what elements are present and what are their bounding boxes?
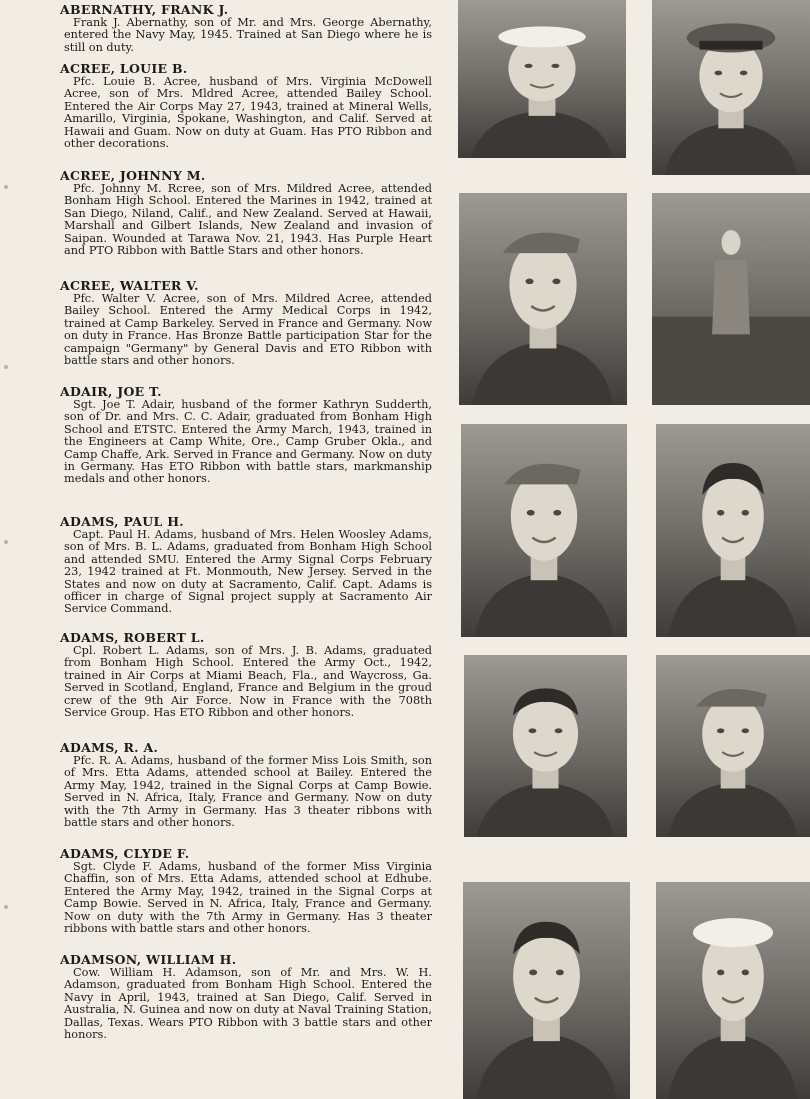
soldier-portrait bbox=[463, 882, 630, 1099]
cap-shape bbox=[693, 918, 773, 947]
eye-shape bbox=[717, 510, 724, 516]
entry-bio: Pfc. R. A. Adams, husband of the former Miss Lois Smith, son of Mrs. Etta Adams, attended school at Bailey. Entered the Army May, 1942, trained in the Signal Corps at Camp Bowie. Served in N. Africa, Italy, France and Germany. Now on duty with the 7th Army in Germany. Has 3 theater ribbons with battle stars and other honors. bbox=[64, 754, 432, 830]
portrait-silhouette bbox=[656, 882, 810, 1099]
entry-acree-johnny bbox=[60, 168, 432, 257]
eye-shape bbox=[527, 510, 535, 516]
officer-portrait bbox=[656, 424, 810, 637]
entry-adamson bbox=[60, 952, 432, 1041]
uniform-shape bbox=[471, 111, 612, 158]
binder-hole bbox=[4, 540, 8, 544]
uniform-shape bbox=[668, 782, 797, 837]
eye-shape bbox=[715, 71, 723, 76]
entry-name: ACREE, LOUIE B. bbox=[60, 61, 188, 76]
cap-shape bbox=[504, 464, 580, 485]
entry-adams-ra bbox=[60, 740, 432, 829]
binder-hole bbox=[4, 365, 8, 369]
officer-portrait bbox=[652, 0, 810, 175]
face-shape bbox=[511, 472, 577, 561]
uniform-shape bbox=[668, 1034, 797, 1099]
entry-name: ACREE, WALTER V. bbox=[60, 278, 199, 293]
cap-shape bbox=[696, 689, 767, 707]
portrait-silhouette bbox=[458, 0, 626, 158]
portrait-silhouette bbox=[656, 655, 810, 837]
entry-name: ABERNATHY, FRANK J. bbox=[60, 2, 229, 17]
entry-bio: Sgt. Clyde F. Adams, husband of the former Miss Virginia Chaffin, son of Mrs. Etta Adams, attended school at Edhube. Entered the Army May, 1942, trained in the Signal Corps at Camp Bowie. Served in N. Africa, Italy, France and Germany. Now on duty with the 7th Army in Germany. Has 3 theater ribbons with battle stars and other honors. bbox=[64, 860, 432, 936]
marine-portrait bbox=[459, 193, 627, 405]
entry-name: ADAMS, ROBERT L. bbox=[60, 630, 205, 645]
biography-column bbox=[60, 0, 440, 1099]
entry-name: ADAMS, R. A. bbox=[60, 740, 159, 755]
uniform-shape bbox=[665, 123, 798, 176]
entry-name: ADAIR, JOE T. bbox=[60, 384, 162, 399]
eye-shape bbox=[740, 71, 748, 76]
entry-acree-louie bbox=[60, 61, 432, 150]
entry-name: ADAMS, PAUL H. bbox=[60, 514, 184, 529]
portrait-silhouette bbox=[652, 0, 810, 175]
eye-shape bbox=[742, 728, 749, 733]
face-shape bbox=[509, 241, 576, 329]
face-shape bbox=[702, 696, 764, 772]
eye-shape bbox=[525, 64, 533, 68]
portrait-silhouette bbox=[461, 424, 627, 637]
entry-adams-robert bbox=[60, 630, 432, 719]
entry-adair bbox=[60, 384, 432, 486]
eye-shape bbox=[526, 279, 534, 285]
portrait-silhouette bbox=[463, 882, 630, 1099]
entry-name: ADAMS, CLYDE F. bbox=[60, 846, 190, 861]
binder-hole bbox=[4, 185, 8, 189]
eye-shape bbox=[742, 970, 749, 976]
entry-bio: Pfc. Walter V. Acree, son of Mrs. Mildred Acree, attended Bailey School. Entered the Army Medical Corps in 1942, trained at Camp Barkeley. Served in France and Germany. Now on duty in France. Has Bronze Battle participation Star for the campaign "Germany" by General Davis and ETO Ribbon with battle stars and other honors. bbox=[64, 292, 432, 368]
entry-name: ADAMSON, WILLIAM H. bbox=[60, 952, 237, 967]
cap-shape bbox=[503, 233, 580, 253]
eye-shape bbox=[556, 970, 564, 976]
eye-shape bbox=[553, 510, 561, 516]
soldier-portrait bbox=[461, 424, 627, 637]
cap-shape bbox=[498, 26, 585, 47]
uniform-shape bbox=[712, 260, 750, 334]
eye-shape bbox=[717, 970, 724, 976]
eye-shape bbox=[551, 64, 559, 68]
eye-shape bbox=[529, 728, 537, 733]
soldier-portrait bbox=[464, 655, 627, 837]
binder-hole bbox=[4, 905, 8, 909]
uniform-shape bbox=[476, 1034, 616, 1099]
uniform-shape bbox=[668, 573, 797, 637]
entry-bio: Pfc. Johnny M. Rcree, son of Mrs. Mildred Acree, attended Bonham High School. Entered the Marines in 1942, trained at San Diego, Niland, Calif., and New Zealand. Served at Hawaii, Marshall and Gilbert Islands, New Zealand and invasion of Saipan. Wounded at Tarawa Nov. 21, 1943. Has Purple Heart and PTO Ribbon with Battle Stars and other honors. bbox=[64, 182, 432, 258]
sailor-portrait bbox=[458, 0, 626, 158]
uniform-shape bbox=[477, 782, 614, 837]
portrait-silhouette bbox=[652, 193, 810, 405]
entry-name: ACREE, JOHNNY M. bbox=[60, 168, 206, 183]
entry-adams-clyde bbox=[60, 846, 432, 935]
entry-bio: Sgt. Joe T. Adair, husband of the former Kathryn Sudderth, son of Dr. and Mrs. C. C. Adair, graduated from Bonham High School and ETSTC. Entered the Army March, 1943, trained in the Engineers at Camp White, Ore., Camp Gruber Okla., and Camp Chaffe, Ark. Served in France and Germany. Now on duty in Germany. Has ETO Ribbon with battle stars, markmanship medals and other honors. bbox=[64, 398, 432, 486]
uniform-shape bbox=[472, 341, 613, 405]
face-shape bbox=[722, 230, 741, 255]
eye-shape bbox=[717, 728, 724, 733]
eye-shape bbox=[742, 510, 749, 516]
entry-bio: Cow. William H. Adamson, son of Mr. and Mrs. W. H. Adamson, graduated from Bonham High School. Entered the Navy in April, 1943, trained at San Diego, Calif. Served in Australia, N. Guinea and now on duty at Naval Training Station, Dallas, Texas. Wears PTO Ribbon with 3 battle stars and other honors. bbox=[64, 966, 432, 1042]
portrait-silhouette bbox=[459, 193, 627, 405]
uniform-shape bbox=[474, 573, 613, 637]
cap-brim-shape bbox=[699, 41, 762, 50]
entry-adams-paul bbox=[60, 514, 432, 616]
soldier-outdoors bbox=[652, 193, 810, 405]
sailor-portrait bbox=[656, 882, 810, 1099]
entry-bio: Cpl. Robert L. Adams, son of Mrs. J. B. Adams, graduated from Bonham High School. Entered the Army Oct., 1942, trained in Air Corps at Miami Beach, Fla., and Waycross, Ga. Served in Scotland, England, France and Belgium in the groud crew of the 9th Air Force. Now in France with the 708th Service Group. Has ETO Ribbon and other honors. bbox=[64, 644, 432, 720]
soldier-portrait bbox=[656, 655, 810, 837]
eye-shape bbox=[552, 279, 560, 285]
entry-bio: Pfc. Louie B. Acree, husband of Mrs. Virginia McDowell Acree, son of Mrs. Mldred Acree, attended Bailey School. Entered the Air Corps May 27, 1943, trained at Mineral Wells, Amarillo, Virginia, Spokane, Washington, and Calif. Served at Hawaii and Guam. Now on duty at Guam. Has PTO Ribbon and other decorations. bbox=[64, 75, 432, 151]
eye-shape bbox=[529, 970, 537, 976]
portrait-silhouette bbox=[464, 655, 627, 837]
entry-bio: Capt. Paul H. Adams, husband of Mrs. Helen Woosley Adams, son of Mrs. B. L. Adams, graduated from Bonham High School and attended SMU. Entered the Army Signal Corps February 23, 1942 trained at Ft. Monmouth, New Jersey. Served in the States and now on duty at Sacramento, Calif. Capt. Adams is officer in charge of Signal project supply at Sacramento Air Service Command. bbox=[64, 528, 432, 616]
eye-shape bbox=[555, 728, 563, 733]
entry-abernathy bbox=[60, 2, 432, 54]
entry-bio: Frank J. Abernathy, son of Mr. and Mrs. George Abernathy, entered the Navy May, 1945. Trained at San Diego where he is still on duty. bbox=[64, 16, 432, 54]
portrait-silhouette bbox=[656, 424, 810, 637]
entry-acree-walter bbox=[60, 278, 432, 367]
